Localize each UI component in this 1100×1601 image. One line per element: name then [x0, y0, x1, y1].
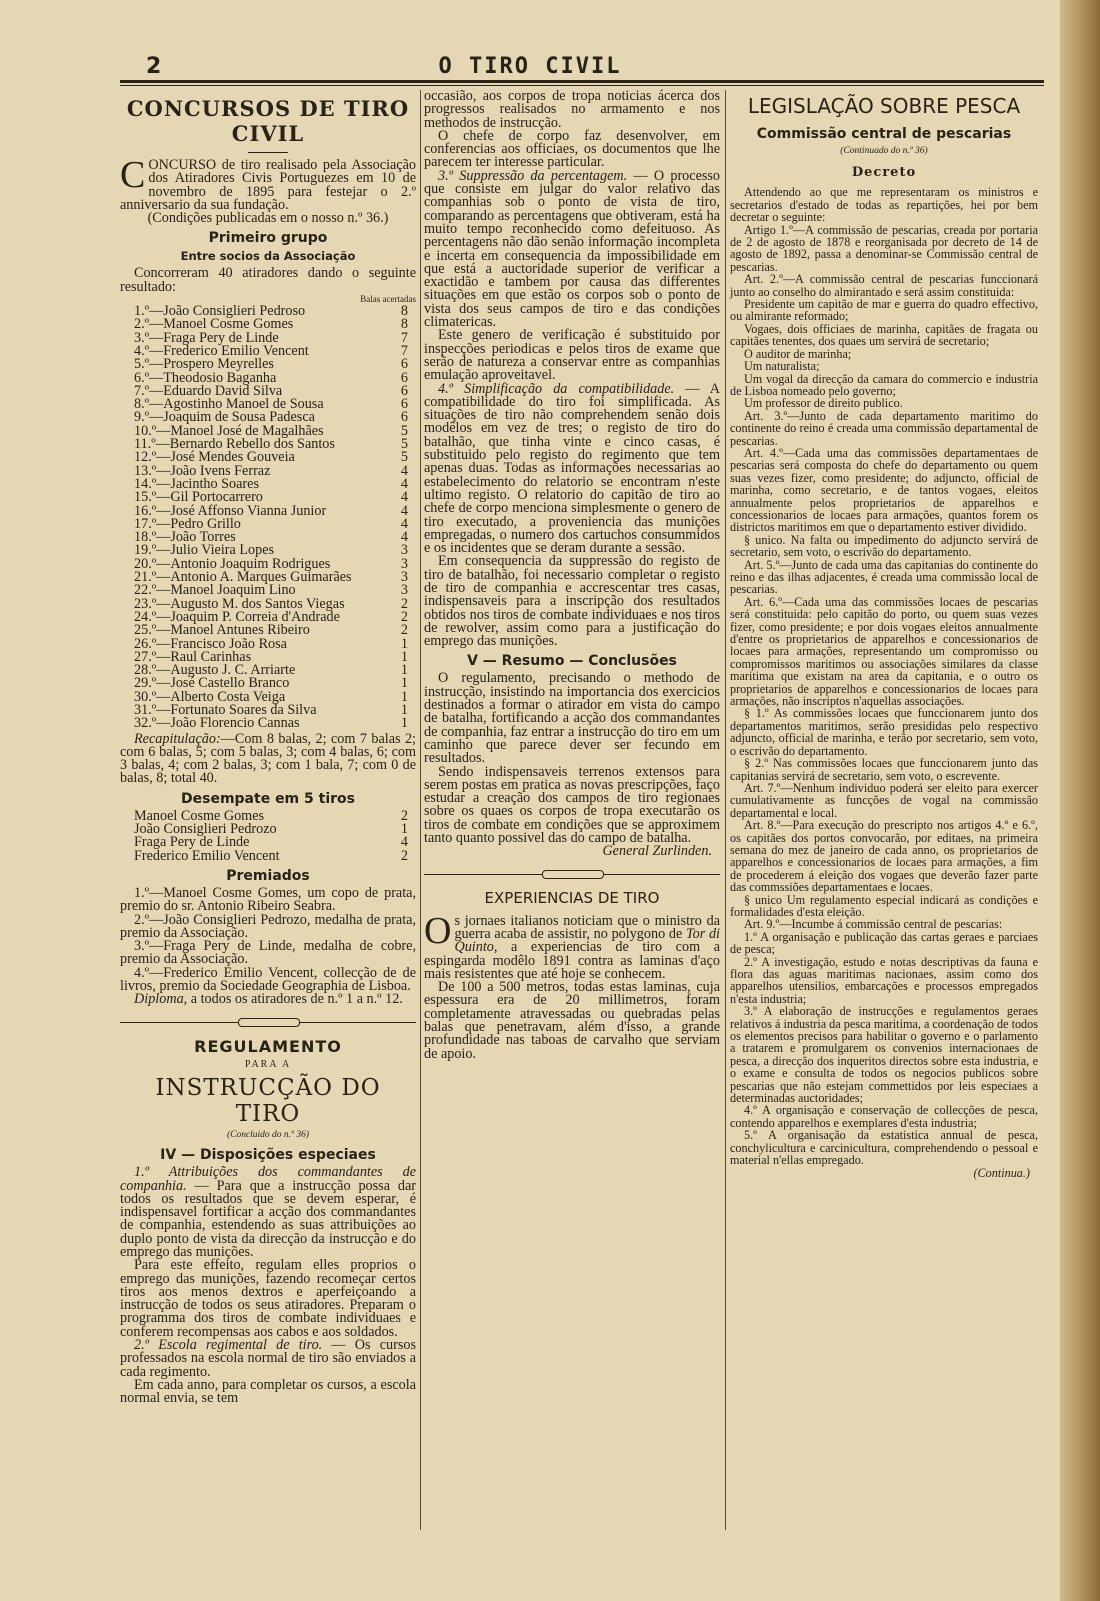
paragraph: Presidente um capitão de mar e guerra do quadro effectivo, ou almirante reformado; — [730, 297, 1038, 324]
row-name: 14.º—Jacintho Soares — [134, 475, 259, 492]
column-3 — [730, 90, 1038, 1179]
row-name: 31.º—Fortunato Soares da Silva — [134, 701, 317, 718]
row-name: 18.º—João Torres — [134, 529, 236, 546]
paragraph: § unico Um regulamento especial indicará as condições e formalidades d'esta eleição. — [730, 892, 1038, 919]
row-name: 19.º—Julio Vieira Lopes — [134, 542, 275, 559]
prizes-list — [120, 884, 416, 995]
ornament-divider — [120, 1017, 416, 1027]
row-value: 7 — [400, 329, 408, 346]
paragraph: 1.º A organisação e publicação das cartas geraes e parciaes de pesca; — [730, 929, 1038, 957]
row-value: 4 — [400, 502, 408, 519]
paragraph: 4.º Simplificação da compatibilidade. — A compatibilidade do tiro foi simplificada. As situações de tiro não comprehendem senão dois modêlos em vez de tres; o registo de tiro do batalhão, que tinha vinte e cinco casas, é substituido pelo registo do regimento que tem apenas duas. Todas as informações necessarias ao estabelecimento do relatorio se encontram n'este ultimo registo. O relatorio do capitão de tiro ao chefe de corpo menciona simplesmente o genero de tiro executado, a proveniencia das munições empregadas, o numero dos cartuchos consummidos e os incidentes que se deram durante a sessão. — [424, 380, 720, 557]
row-name: 8.º—Agostinho Manoel de Sousa — [134, 396, 324, 413]
row-name: 7.º—Eduardo David Silva — [134, 382, 283, 399]
paragraph: Um naturalista; — [744, 359, 820, 374]
paragraph: 3.º A elaboração de instrucções e regulamentos geraes relativos á industria da pesca maritima, a coordenação de todos os elementos precisos para habilitar o governo e o parlamento a tratarem e promulgarem os convenios internacionaes de pesca, a direcção dos inqueritos directos sobre esta industria, e o exame e consulta de todos os negocios publicos sobre pescarias que não estejam commettidos por leis especiaes a determinadas auctoridades; — [730, 1004, 1038, 1106]
row-value: 3 — [400, 582, 408, 599]
row-name: Fraga Pery de Linde — [134, 834, 250, 851]
tiebreak-list — [120, 807, 416, 864]
row-name: 32.º—João Florencio Cannas — [134, 715, 300, 732]
paragraph: Artigo 1.º—A commissão de pescarias, creada por portaria de 2 de agosto de 1878 e reorganisada por decreto de 14 de agosto de 1892, passa a denominar-se Commissão central de pescarias. — [730, 222, 1038, 274]
row-value: 3 — [400, 555, 408, 572]
paragraph: Um professor de direito publico. — [744, 396, 903, 411]
paragraph: 1.º Attribuições dos commandantes de companhia. — Para que a instrucção possa dar todos os resultados que se devem esperar, é indispensavel fortificar a acção dos commandantes de companhia, estendendo as suas attribuições ao duplo ponto de vista da direcção da instrucção e do emprego das munições. — [120, 1164, 416, 1260]
paragraph: Em cada anno, para completar os cursos, a escola normal envia, se tem — [120, 1376, 416, 1407]
paragraph: § unico. Na falta ou impedimento do adjuncto servirá de secretario, sem voto, o escrivão do departamento. — [730, 532, 1038, 560]
conditions-note: (Condições publicadas em o nosso n.º 36.) — [147, 210, 389, 227]
paragraph: occasião, aos corpos de tropa noticias ácerca dos progressos realisados no armamento e nos methodos de instrucção. — [424, 88, 720, 131]
column-divider — [420, 90, 421, 1530]
row-name: 4.º—Frederico Emilio Vencent — [134, 342, 309, 359]
row-value: 7 — [400, 342, 408, 359]
recap-paragraph: Recapitulação:—Com 8 balas, 2; com 7 balas 2; com 6 balas, 5; com 5 balas, 3; com 4 balas, 6; com 3 balas, 4; com 2 balas, 3; com 1 bala, 7; com 0 de balas, 8; total 40. — [120, 730, 416, 787]
row-name: João Consiglieri Pedrozo — [134, 821, 277, 838]
row-value: 2 — [400, 622, 408, 639]
row-value: 6 — [400, 396, 408, 413]
row-value: 5 — [400, 449, 408, 466]
row-value: 8 — [400, 316, 408, 333]
paragraph: Art. 3.º—Junto de cada departamento maritimo do continente do reino é creada uma commissão departamental de pescarias. — [730, 408, 1038, 448]
article-title: LEGISLAÇÃO SOBRE PESCA — [747, 94, 1021, 118]
results-list — [120, 305, 416, 731]
row-value: 1 — [400, 635, 408, 652]
section-heading: Premiados — [226, 867, 310, 884]
list-item: 2.º—João Consiglieri Pedrozo, medalha de prata, premio da Associação. — [120, 911, 416, 941]
row-name: 25.º—Manoel Antunes Ribeiro — [134, 622, 310, 639]
paragraph: 4.º A organisação e conservação de collecções de pesca, contendo apparelhos e exemplares d'esta industria; — [730, 1103, 1038, 1130]
row-value: 1 — [400, 648, 408, 665]
continuation-note: (Continuado do n.º 36) — [840, 146, 928, 156]
section-title: INSTRUCÇÃO DO TIRO — [155, 1074, 381, 1127]
row-name: Manoel Cosme Gomes — [134, 807, 265, 824]
row-value: 3 — [400, 542, 408, 559]
section-heading: V — Resumo — Conclusões — [467, 653, 677, 670]
paragraph: O auditor de marinha; — [744, 346, 852, 361]
list-item: 3.º—Fraga Pery de Linde, medalha de cobre, premio da Associação. — [120, 938, 416, 968]
list-item: 1.º—Manoel Cosme Gomes, um copo de prata, premio do sr. Antonio Ribeiro Seabra. — [120, 884, 416, 915]
row-name: 11.º—Bernardo Rebello dos Santos — [134, 436, 335, 453]
row-name: 3.º—Fraga Pery de Linde — [134, 329, 279, 346]
drop-cap: O — [424, 909, 452, 952]
divider — [248, 152, 288, 153]
continuation-note: (Concluido do n.º 36) — [226, 1129, 310, 1140]
paragraph: Art. 2.º—A commissão central de pescarias funccionará junto ao conselho do almirantado e será assim constituida: — [730, 272, 1038, 299]
list-item: 4.º—Frederico Emilio Vencent, collecção de de livros, premio da Sociedade Geographia de Lisboa. — [120, 964, 416, 995]
paragraph: 2.º Escola regimental de tiro. — Os cursos professados na escola normal de tiro são enviados a cada regimento. — [120, 1337, 416, 1380]
row-name: 29.º—José Castello Branco — [134, 675, 290, 692]
row-name: 9.º—Joaquim de Sousa Padesca — [134, 409, 315, 426]
section-heading: IV — Disposições especiaes — [160, 1147, 376, 1164]
row-value: 4 — [400, 489, 408, 506]
row-value: 2 — [400, 807, 408, 824]
row-value: 1 — [400, 715, 408, 732]
paragraph: Um vogal da direcção da camara do commercio e industria de Lisboa nomeado pelo governo; — [730, 371, 1038, 398]
section-subheading: Entre socios da Associação — [180, 249, 356, 264]
column-label: Balas acertadas — [360, 294, 416, 305]
paragraph: Attendendo ao que me representaram os ministros e secretarios d'estado de todas as repartições, hei por bem decretar o seguinte: — [730, 185, 1038, 225]
paragraph: O regulamento, precisando o methodo de instrucção, insistindo na importancia dos exercicios destinados a formar o atirador em vista do campo de batalha, fortificando a acção dos commandantes de companhia, faz entrar a instrucção do tiro em um caminho que parece dever ser fecundo em resultados. — [424, 670, 720, 767]
continua-note: (Continua.) — [973, 1165, 1030, 1180]
row-value: 2 — [400, 608, 408, 625]
row-value: 6 — [400, 382, 408, 399]
section-title: REGULAMENTO — [194, 1036, 342, 1056]
column-2 — [424, 90, 720, 1061]
row-value: 4 — [400, 834, 408, 851]
row-name: 17.º—Pedro Grillo — [134, 515, 241, 532]
paragraph: Este genero de verificação é substituido por inspecções periodicas e pelos tiros de exame que serão de natureza a conservar entre as companhias emulação aproveitavel. — [424, 327, 720, 384]
row-name: 2.º—Manoel Cosme Gomes — [134, 316, 294, 333]
paragraph: Art. 9.º—Incumbe á commissão central de pescarias: — [744, 917, 1003, 932]
page-number: 2 — [146, 54, 162, 79]
paragraph: § 1.º As commissões locaes que funccionarem junto dos departamentos maritimos, serão presididas pelo respectivo adjuncto, official de marinha, e terão por secretario, sem voto, o escrivão do departamento. — [730, 706, 1038, 758]
table-row — [120, 847, 416, 864]
header-rule — [120, 80, 1044, 86]
row-value: 6 — [400, 369, 408, 386]
row-value: 6 — [400, 356, 408, 373]
paragraph: 5.º A organisação da estatistica annual de pesca, conchylicultura e carcinicultura, comprehendendo o pessoal e material n'ellas empregado. — [730, 1128, 1038, 1168]
row-name: 28.º—Augusto J. C. Arriarte — [134, 662, 296, 679]
paragraph: De 100 a 500 metros, todas estas laminas, cuja espessura era de 20 millimetros, foram completamente atravessadas ou quebradas pelas balas que penetravam, além d'isso, a grande profundidade nas taboas de carvalho que serviam de apoio. — [424, 979, 720, 1062]
row-value: 5 — [400, 436, 408, 453]
row-value: 1 — [400, 675, 408, 692]
row-value: 1 — [400, 662, 408, 679]
row-value: 4 — [400, 462, 408, 479]
row-name: 26.º—Francisco João Rosa — [134, 635, 287, 652]
row-value: 2 — [400, 595, 408, 612]
paragraph: Concorreram 40 atiradores dando o seguinte resultado: — [120, 265, 416, 295]
newspaper-title: O TIRO CIVIL — [438, 54, 622, 79]
drop-cap: C — [120, 154, 146, 196]
section-subtitle: PARA A — [244, 1058, 292, 1070]
column-divider — [725, 90, 726, 1530]
paragraph: Art. 5.º—Junto de cada uma das capitanias do continente do reino e das ilhas adjacentes, é creada uma commissão local de pescarias. — [730, 557, 1038, 597]
diploma-paragraph: Diploma, a todos os atiradores de n.º 1 a n.º 12. — [134, 991, 403, 1008]
row-name: 24.º—Joaquim P. Correia d'Andrade — [134, 608, 340, 625]
paragraph: Para este effeito, regulam elles proprios o emprego das munições, fazendo recomeçar certos tiros aos menos dextros e aperfeiçoando a instrucção de todos os seus atiradores. Preparam o programma dos tiros de combate individuaes e conferem recompensas aos cabos e aos soldados. — [120, 1257, 416, 1340]
decree-body — [730, 186, 1038, 1166]
article-title: CONCURSOS DE TIRO CIVIL — [126, 96, 410, 146]
article-title: EXPERIENCIAS DE TIRO — [484, 888, 660, 907]
row-name: 13.º—João Ivens Ferraz — [134, 462, 271, 479]
row-name: 5.º—Prospero Meyrelles — [134, 356, 274, 373]
section-heading: Desempate em 5 tiros — [181, 790, 355, 807]
paragraph: § 2.º Nas commissões locaes que funccionarem junto das capitanias servirá de secretario, sem voto, o escrevente. — [730, 756, 1038, 783]
row-name: 12.º—José Mendes Gouveia — [134, 449, 295, 466]
row-name: 30.º—Alberto Costa Veiga — [134, 688, 286, 705]
row-value: 1 — [400, 701, 408, 718]
row-name: 16.º—José Affonso Vianna Junior — [134, 502, 327, 519]
ornament-divider — [424, 869, 720, 879]
article-subtitle: Commissão central de pescarias — [756, 126, 1012, 142]
paragraph: Art. 4.º—Cada uma das commissões departamentaes de pescarias será composta do chefe do departamento ou quem suas vezes fizer, como presidente; do adjuncto, official de marinha, como secretario, e de tantos vogaes, eleitos annualmente pelos proprietarios de apparelhos e concessionarios de locaes para armações, quantos forem os districtos maritimos em que o departamento estiver dividido. — [730, 445, 1038, 535]
row-name: 23.º—Augusto M. dos Santos Viegas — [134, 595, 345, 612]
paragraph: 3.º Suppressão da percentagem. — O processo que consiste em julgar do valor relativo das companhias sob o ponto de vista de tiro, comparando as percentagens que obtiveram, está ha muito tempo reconhecido como defeituoso. As percentagens não dão senão informação incompleta e incerta em consequencia da impossibilidade em que está a auctoridade superior de verificar a exactidão e tambem por causa das differentes situações em que estão os corpos sob o ponto de vista dos seus campos de tiro e das condições climatericas. — [424, 167, 720, 331]
table-row — [120, 717, 416, 730]
paragraph: Os jornaes italianos noticiam que o ministro da guerra acaba de assistir, no polygono de Tor di Quinto, a experiencias de tiro com a espingarda modêlo 1891 contra as laminas d'aço mais resistentes que até hoje se conhecem. — [424, 909, 720, 982]
row-value: 8 — [400, 303, 408, 320]
section-heading: Primeiro grupo — [208, 230, 328, 247]
row-value: 6 — [400, 409, 408, 426]
intro-paragraph: CONCURSO de tiro realisado pela Associação dos Atiradores Civis Portuguezes em 10 de novembro de 1895 para festejar o 2.º anniversario da sua fundação. — [120, 154, 416, 213]
signature: General Zurlinden. — [602, 843, 712, 860]
row-name: 21.º—Antonio A. Marques Guimarães — [134, 569, 352, 586]
paragraph: Art. 8.º—Para execução do prescripto nos artigos 4.º e 6.º, os capitães dos portos convocarão, por editaes, na primeira semana do mez de janeiro de cada anno, os proprietarios de apparelhos e concessionarios de locaes para armações, a fim de procederem á eleição dos vogaes que deverão fazer parte das commssiões departamentaes e locaes. — [730, 818, 1038, 895]
row-name: 27.º—Raul Carinhas — [134, 648, 252, 665]
paragraph: O chefe de corpo faz desenvolver, em conferencias aos officiaes, os documentos que lhe parecem ter interesse particular. — [424, 127, 720, 171]
page-edge — [1060, 0, 1100, 1601]
row-value: 4 — [400, 529, 408, 546]
row-value: 3 — [400, 569, 408, 586]
paragraph: Vogaes, dois officiaes de marinha, capitães de fragata ou capitães tenentes, dos quaes um servirá de secretario; — [730, 321, 1038, 349]
row-value: 2 — [400, 847, 408, 864]
row-value: 1 — [400, 821, 408, 838]
row-value: 1 — [400, 688, 408, 705]
row-name: 22.º—Manoel Joaquim Lino — [134, 582, 296, 599]
row-value: 5 — [400, 422, 408, 439]
row-value: 4 — [400, 515, 408, 532]
paragraph: Art. 6.º—Cada uma das commissões locaes de pescarias será constituida: pelo capitão do porto, ou quem suas vezes fizer, como presidente; e por dois vogaes eleitos annualmente d'entre os proprietarios de apparelhos e concessionarios de locaes para armações, representando um compromisso ou compromissos maritimos ou associações similares da classe maritima que existam na area da capitania, e o outro os proprietarios de apparelhos e concessionarios de locaes para armações, não inscriptos n'aquellas associações. — [730, 594, 1038, 709]
paragraph: 2.º A investigação, estudo e notas descriptivas da fauna e flora das aguas maritimas nacionaes, assim como dos apparelhos utensilios, embarcações e processos empregados n'esta industria; — [730, 954, 1038, 1006]
row-name: 1.º—João Consiglieri Pedroso — [134, 303, 306, 320]
decree-heading: Decreto — [851, 165, 917, 181]
paragraph: Art. 7.º—Nenhum individuo poderá ser eleito para exercer cumulativamente as funcções de vogal na commissão departamental e local. — [730, 780, 1038, 820]
row-name: 15.º—Gil Portocarrero — [134, 489, 263, 506]
row-value: 4 — [400, 475, 408, 492]
column-1 — [120, 90, 416, 1406]
row-name: 6.º—Theodosio Baganha — [134, 369, 277, 386]
paragraph: Sendo indispensaveis terrenos extensos para serem postas em pratica as novas prescripções, faço estudar a creação dos campos de tiro regionaes sobre os quaes os corpos de tropa executarão os tiros de combate em condições que se approximem tanto quanto possivel das do campo de batalha. — [424, 763, 720, 847]
row-name: 20.º—Antonio Joaquim Rodrigues — [134, 555, 331, 572]
row-name: Frederico Emilio Vencent — [134, 847, 280, 864]
row-name: 10.º—Manoel José de Magalhães — [134, 422, 324, 439]
paragraph: Em consequencia da suppressão do registo de tiro de batalhão, foi necessario completar o registo de tiro de companhia e accrescentar tres casas, indispensaveis para a inscripção dos resultados obtidos nos tiros de combate individuaes e nos tiros de rewolver, assim como para a justificação do emprego das munições. — [424, 553, 720, 650]
